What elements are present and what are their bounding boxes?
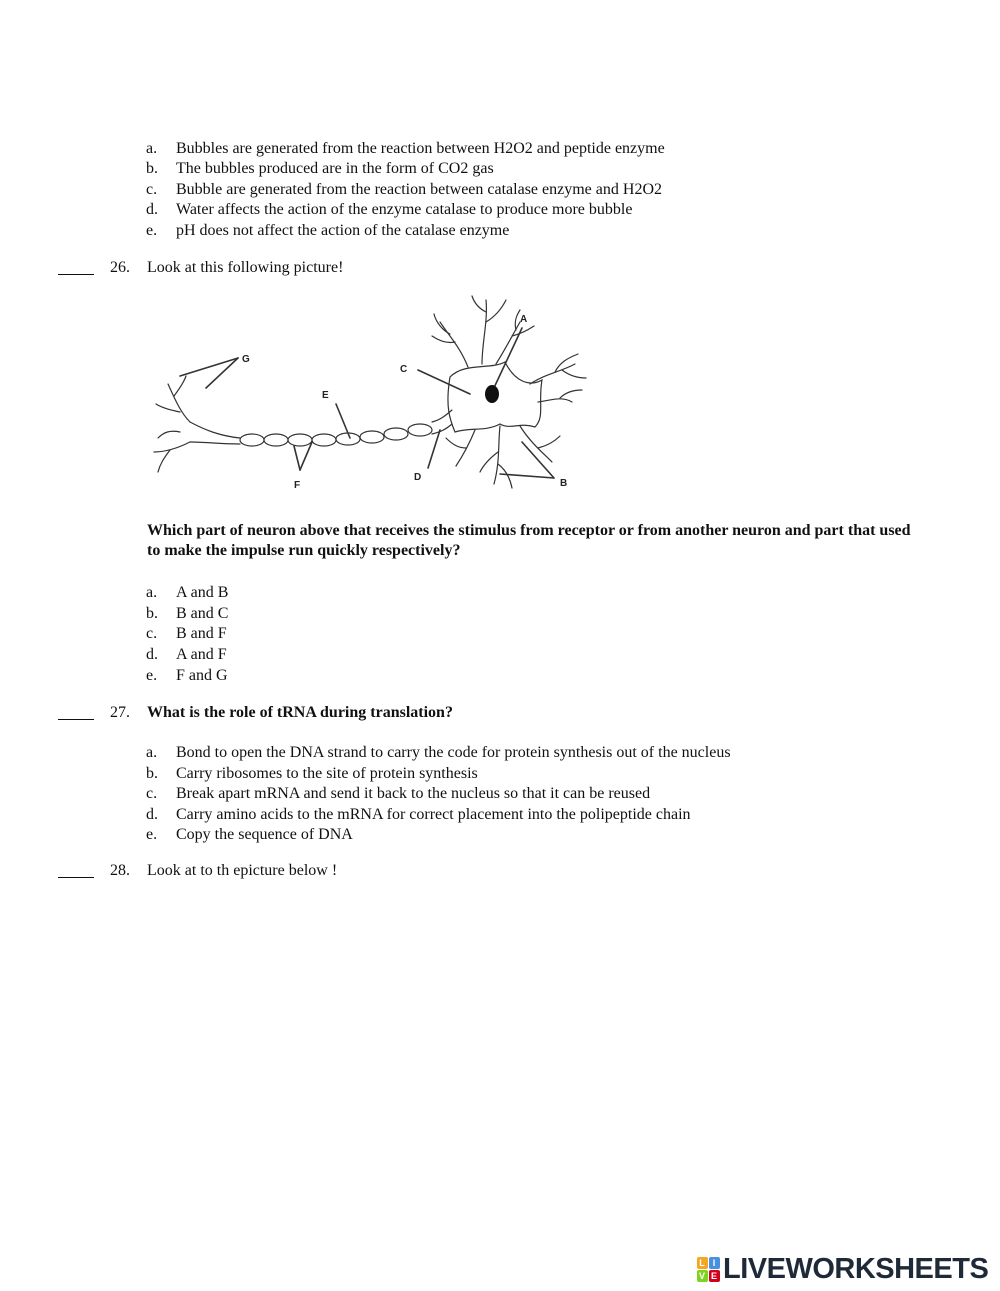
myelin-sheath xyxy=(240,434,264,446)
q27-prompt: What is the role of tRNA during translation? xyxy=(147,704,453,721)
axon-terminal xyxy=(174,376,186,396)
q26-option-c: c. B and F xyxy=(146,625,227,642)
q26-option-d: d. A and F xyxy=(146,646,227,663)
myelin-sheath xyxy=(288,434,312,446)
axon-terminal xyxy=(154,442,190,452)
q27-option-a: a. Bond to open the DNA strand to carry the code for protein synthesis out of the nucleus xyxy=(146,744,731,761)
dendrite xyxy=(440,322,468,367)
nucleus xyxy=(485,385,499,403)
label-c: C xyxy=(400,364,408,375)
q28-header xyxy=(0,861,1000,881)
label-e: E xyxy=(322,390,329,401)
myelin-sheath xyxy=(408,424,432,436)
q27-option-d: d. Carry amino acids to the mRNA for correct placement into the polipeptide chain xyxy=(146,806,691,823)
liveworksheets-icon xyxy=(696,1256,720,1282)
q28-prompt: Look at to th epicture below ! xyxy=(147,862,338,879)
axon-terminal xyxy=(158,450,170,472)
logo-tile: L xyxy=(697,1257,708,1269)
brand-name: LIVEWORKSHEETS xyxy=(723,1252,989,1285)
q25-option-c: c. Bubble are generated from the reaction between catalase enzyme and H2O2 xyxy=(146,181,662,198)
q26-answer-blank[interactable] xyxy=(58,260,94,275)
myelin-sheath xyxy=(384,428,408,440)
dendrite xyxy=(538,436,560,448)
dendrite xyxy=(486,300,506,322)
q25-option-d: d. Water affects the action of the enzyme catalase to produce more bubble xyxy=(146,201,633,218)
label-g: G xyxy=(242,354,250,365)
q26-option-a: a. A and B xyxy=(146,584,229,601)
myelin-sheath xyxy=(312,434,336,446)
q25-option-b: b. The bubbles produced are in the form of CO2 gas xyxy=(146,160,494,177)
pointer-line-e xyxy=(336,404,350,438)
dendrite xyxy=(555,354,578,372)
q26-header xyxy=(0,258,1000,278)
dendrite xyxy=(538,399,572,402)
pointer-line-d xyxy=(428,430,440,468)
logo-tile: E xyxy=(709,1270,720,1282)
dendrite xyxy=(498,464,512,488)
dendrite xyxy=(432,336,455,343)
logo-tile: V xyxy=(697,1270,708,1282)
q27-answer-blank[interactable] xyxy=(58,705,94,720)
neuron-diagram xyxy=(150,292,590,502)
axon-terminal xyxy=(190,422,240,438)
pointer-line-f xyxy=(294,446,300,470)
q25-option-e: e. pH does not affect the action of the catalase enzyme xyxy=(146,222,510,239)
q26-stem: Which part of neuron above that receives the stimulus from receptor or from another neuron and part that used to make the impulse run quickly respectively? xyxy=(147,522,911,559)
myelin-sheath xyxy=(264,434,288,446)
dendrite xyxy=(446,438,466,448)
q27-option-e: e. Copy the sequence of DNA xyxy=(146,826,353,843)
label-b: B xyxy=(560,478,568,489)
axon-terminal xyxy=(158,431,180,438)
dendrite xyxy=(562,370,586,378)
q26-prompt: Look at this following picture! xyxy=(147,259,344,276)
myelin-sheath xyxy=(360,431,384,443)
dendrite xyxy=(472,296,486,312)
pointer-line-a xyxy=(492,328,522,392)
q28-number: 28. xyxy=(110,862,130,879)
q25-option-a: a. Bubbles are generated from the reaction between H2O2 and peptide enzyme xyxy=(146,140,665,157)
label-d: D xyxy=(414,472,422,483)
q28-answer-blank[interactable] xyxy=(58,863,94,878)
q26-option-e: e. F and G xyxy=(146,667,228,684)
q27-header xyxy=(0,703,1000,723)
q27-number: 27. xyxy=(110,704,130,721)
pointer-line-c xyxy=(418,370,470,394)
axon-terminal xyxy=(190,442,240,444)
logo-tile: I xyxy=(709,1257,720,1269)
q26-option-b: b. B and C xyxy=(146,605,229,622)
label-f: F xyxy=(294,480,301,491)
q27-option-c: c. Break apart mRNA and send it back to the nucleus so that it can be reused xyxy=(146,785,651,802)
dendrite xyxy=(560,390,582,398)
label-a: A xyxy=(520,314,528,325)
dendrite xyxy=(480,452,498,472)
q27-option-b: b. Carry ribosomes to the site of protein synthesis xyxy=(146,765,478,782)
axon-hillock xyxy=(432,424,452,434)
axon-hillock xyxy=(432,410,452,422)
liveworksheets-logo xyxy=(696,1252,988,1286)
axon-terminal xyxy=(156,404,180,412)
q26-number: 26. xyxy=(110,259,130,276)
